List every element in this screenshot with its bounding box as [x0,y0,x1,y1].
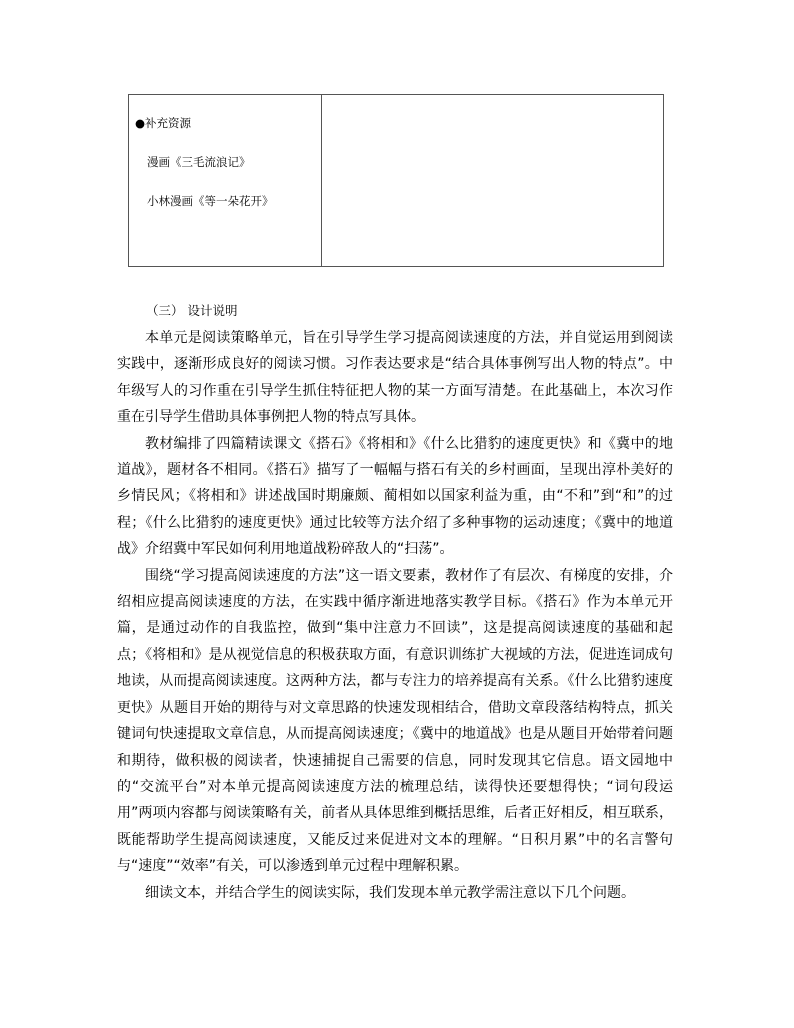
resource-title: ●补充资源 [135,116,192,130]
paragraph: 细读文本，并结合学生的阅读实际，我们发现本单元教学需注意以下几个问题。 [145,884,635,901]
resource-table [128,94,664,267]
section-body [117,325,673,906]
empty-cell [322,95,663,266]
resource-item: 小林漫画《等一朵花开》 [147,194,274,208]
resource-item: 漫画《三毛流浪记》 [147,155,251,169]
paragraph: 本单元是阅读策略单元，旨在引导学生学习提高阅读速度的方法，并自觉运用到阅读实践中，逐渐形成良好的阅读习惯。习作表达要求是“结合具体事例写出人物的特点”。中年级写人的习作重在引导学生抓住特征把人物的某一方面写清楚。在此基础上，本次习作重在引导学生借助具体事例把人物的特点写具体。 [117,330,673,426]
resource-cell [129,95,322,266]
paragraph: 围绕“学习提高阅读速度的方法”这一语文要素，教材作了有层次、有梯度的安排，介绍相应提高阅读速度的方法，在实践中循序渐进地落实教学目标。《搭石》作为本单元开篇，是通过动作的自我监控，做到“集中注意力不回读”，这是提高阅读速度的基础和起点；《将相和》是从视觉信息的积极获取方面，有意识训练扩大视域的方法，促进连词成句地读，从而提高阅读速度。这两种方法，都与专注力的培养提高有关系。《什么比猎豹速度更快》从题目开始的期待与对文章思路的快速发现相结合，借助文章段落结构特点，抓关键词句快速提取文章信息，从而提高阅读速度；《冀中的地道战》也是从题目开始带着问题和期待，做积极的阅读者，快速捕捉自己需要的信息，同时发现其它信息。语文园地中的“交流平台”对本单元提高阅读速度方法的梳理总结，读得快还要想得快；“词句段运用”两项内容都与阅读策略有关，前者从具体思维到概括思维，后者正好相反，相互联系，既能帮助学生提高阅读速度，又能反过来促进对文本的理解。“日积月累”中的名言警句与“速度”“效率”有关，可以渗透到单元过程中理解积累。 [117,567,673,875]
paragraph: 教材编排了四篇精读课文《搭石》《将相和》《什么比猎豹的速度更快》和《冀中的地道战》，题材各不相同。《搭石》描写了一幅幅与搭石有关的乡村画面，呈现出淳朴美好的乡情民风；《将相和》讲述战国时期廉颇、蔺相如以国家利益为重，由“不和”到“和”的过程；《什么比猎豹的速度更快》通过比较等方法介绍了多种事物的运动速度；《冀中的地道战》介绍冀中军民如何利用地道战粉碎敌人的“扫荡”。 [117,435,673,558]
section-heading: （三） 设计说明 [146,303,238,318]
